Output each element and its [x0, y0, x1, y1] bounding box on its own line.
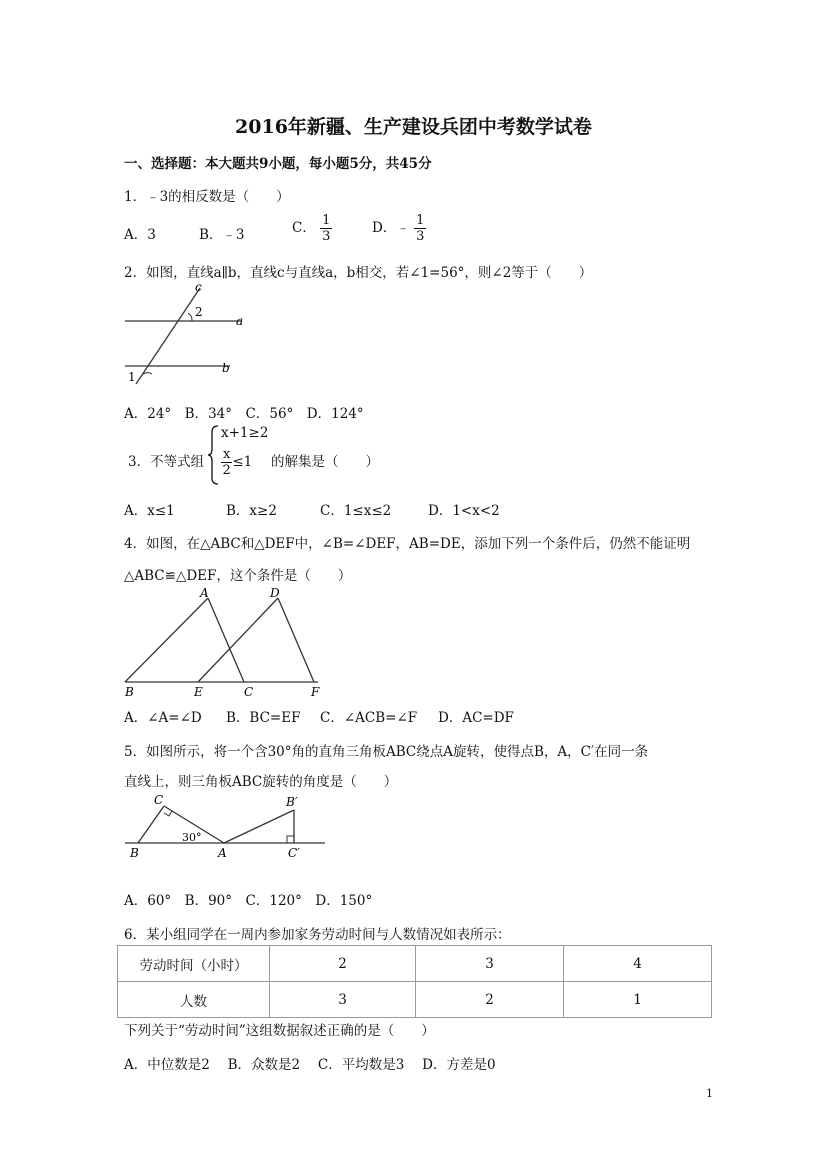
- segment-bc: [138, 806, 164, 843]
- label-1: 1: [128, 370, 136, 384]
- q6-options: A．中位数是2 B．众数是2 C．平均数是3 D．方差是0: [124, 1057, 496, 1073]
- q3-fraction: [221, 448, 232, 477]
- angle-1-arc: [143, 373, 152, 374]
- q1-option-c: [292, 214, 332, 243]
- q2-parallel-lines-figure: [120, 280, 250, 388]
- label-A: A: [218, 846, 227, 860]
- q4-option-b: B．BC=EF: [226, 710, 301, 726]
- fraction-numerator: x: [223, 447, 231, 462]
- q3-option-c: C．1≤x≤2: [320, 503, 392, 519]
- label-C: C: [154, 793, 164, 807]
- q1-option-d-fraction: [414, 214, 426, 243]
- q3-prefix: 3．不等式组: [128, 454, 205, 470]
- q4-option-c: C．∠ACB=∠F: [320, 710, 418, 726]
- segment-ab: [125, 598, 208, 682]
- table-cell: 3: [270, 982, 416, 1018]
- q1-option-c-fraction: [320, 214, 332, 243]
- table-cell: 4: [564, 946, 712, 982]
- right-angle-c-prime: [287, 836, 294, 843]
- segment-df: [278, 598, 314, 682]
- label-c: c: [195, 280, 202, 294]
- q4-stem-line2: △ABC≌△DEF，这个条件是（ ）: [124, 568, 352, 584]
- q6-data-table: [117, 945, 712, 1018]
- table-row: [118, 946, 712, 982]
- q5-rotation-figure: [120, 788, 330, 864]
- table-row: [118, 982, 712, 1018]
- q5-stem-line2: 直线上，则三角板ABC旋转的角度是（ ）: [124, 774, 398, 790]
- q2-stem: 2．如图，直线a∥b，直线c与直线a，b相交，若∠1=56°，则∠2等于（ ）: [124, 265, 593, 281]
- fraction-denominator: 3: [416, 229, 425, 244]
- fraction-denominator: 2: [222, 463, 231, 478]
- q5-stem-line1: 5．如图所示，将一个含30°角的直角三角板ABC绕点A旋转，使得点B，A，C′在同一条: [124, 744, 649, 760]
- fraction-numerator: 1: [416, 213, 425, 228]
- label-C-prime: C′: [288, 846, 300, 860]
- section-heading: 一、选择题：本大题共9小题，每小题5分，共45分: [124, 156, 432, 172]
- q1-option-d-prefix: D．﹣: [372, 220, 410, 236]
- q1-stem: 1．﹣3的相反数是（ ）: [124, 189, 290, 205]
- table-cell: 2: [270, 946, 416, 982]
- table-cell: 3: [416, 946, 564, 982]
- q4-option-d: D．AC=DF: [438, 710, 514, 726]
- q3-option-b: B．x≥2: [226, 503, 277, 519]
- q3-suffix: 的解集是（ ）: [271, 454, 379, 470]
- q3-option-a: A．x≤1: [124, 503, 175, 519]
- label-D: D: [270, 586, 280, 600]
- q3-inequality-2-rest: ≤1: [232, 454, 253, 470]
- q4-triangles-figure: [120, 584, 330, 699]
- q1-option-c-prefix: C．: [292, 220, 316, 236]
- q3-left-brace: [207, 424, 221, 486]
- table-cell: 人数: [118, 982, 270, 1018]
- label-B: B: [125, 685, 134, 699]
- angle-2-arc: [188, 313, 192, 321]
- q1-option-d: [372, 214, 426, 243]
- q1-option-a: A．3: [124, 227, 156, 243]
- fraction-denominator: 3: [322, 229, 331, 244]
- q4-stem-line1: 4．如图，在△ABC和△DEF中，∠B=∠DEF，AB=DE，添加下列一个条件后，仍然不能证明: [124, 536, 691, 552]
- segment-ab-prime: [224, 810, 294, 843]
- page-number: 1: [706, 1087, 713, 1100]
- label-C: C: [244, 685, 254, 699]
- label-B: B: [130, 846, 139, 860]
- q6-stem: 6．某小组同学在一周内参加家务劳动时间与人数情况如表所示：: [124, 927, 511, 943]
- label-a: a: [236, 314, 244, 328]
- page-title: 2016年新疆、生产建设兵团中考数学试卷: [235, 116, 592, 138]
- label-F: F: [311, 685, 320, 699]
- q6-question: 下列关于“劳动时间”这组数据叙述正确的是（ ）: [124, 1023, 435, 1039]
- table-cell: 劳动时间（小时）: [118, 946, 270, 982]
- label-A: A: [200, 586, 209, 600]
- q3-inequality-1: x+1≥2: [221, 425, 269, 441]
- q5-options: A．60° B．90° C．120° D．150°: [124, 893, 373, 909]
- q3-option-d: D．1<x<2: [428, 503, 500, 519]
- label-E: E: [194, 685, 203, 699]
- q4-option-a: A．∠A=∠D: [124, 710, 202, 726]
- label-b: b: [222, 361, 230, 375]
- q3-inequality-2: [221, 448, 252, 477]
- label-B-prime: B′: [286, 795, 298, 809]
- table-cell: 2: [416, 982, 564, 1018]
- q1-option-b: B．﹣3: [199, 227, 245, 243]
- table-cell: 1: [564, 982, 712, 1018]
- label-2: 2: [195, 305, 203, 319]
- label-angle-30: 30°: [182, 831, 202, 844]
- line-c: [136, 288, 200, 384]
- right-angle-c: [164, 811, 172, 816]
- fraction-numerator: 1: [322, 213, 331, 228]
- q2-options: A．24° B．34° C．56° D．124°: [124, 406, 364, 422]
